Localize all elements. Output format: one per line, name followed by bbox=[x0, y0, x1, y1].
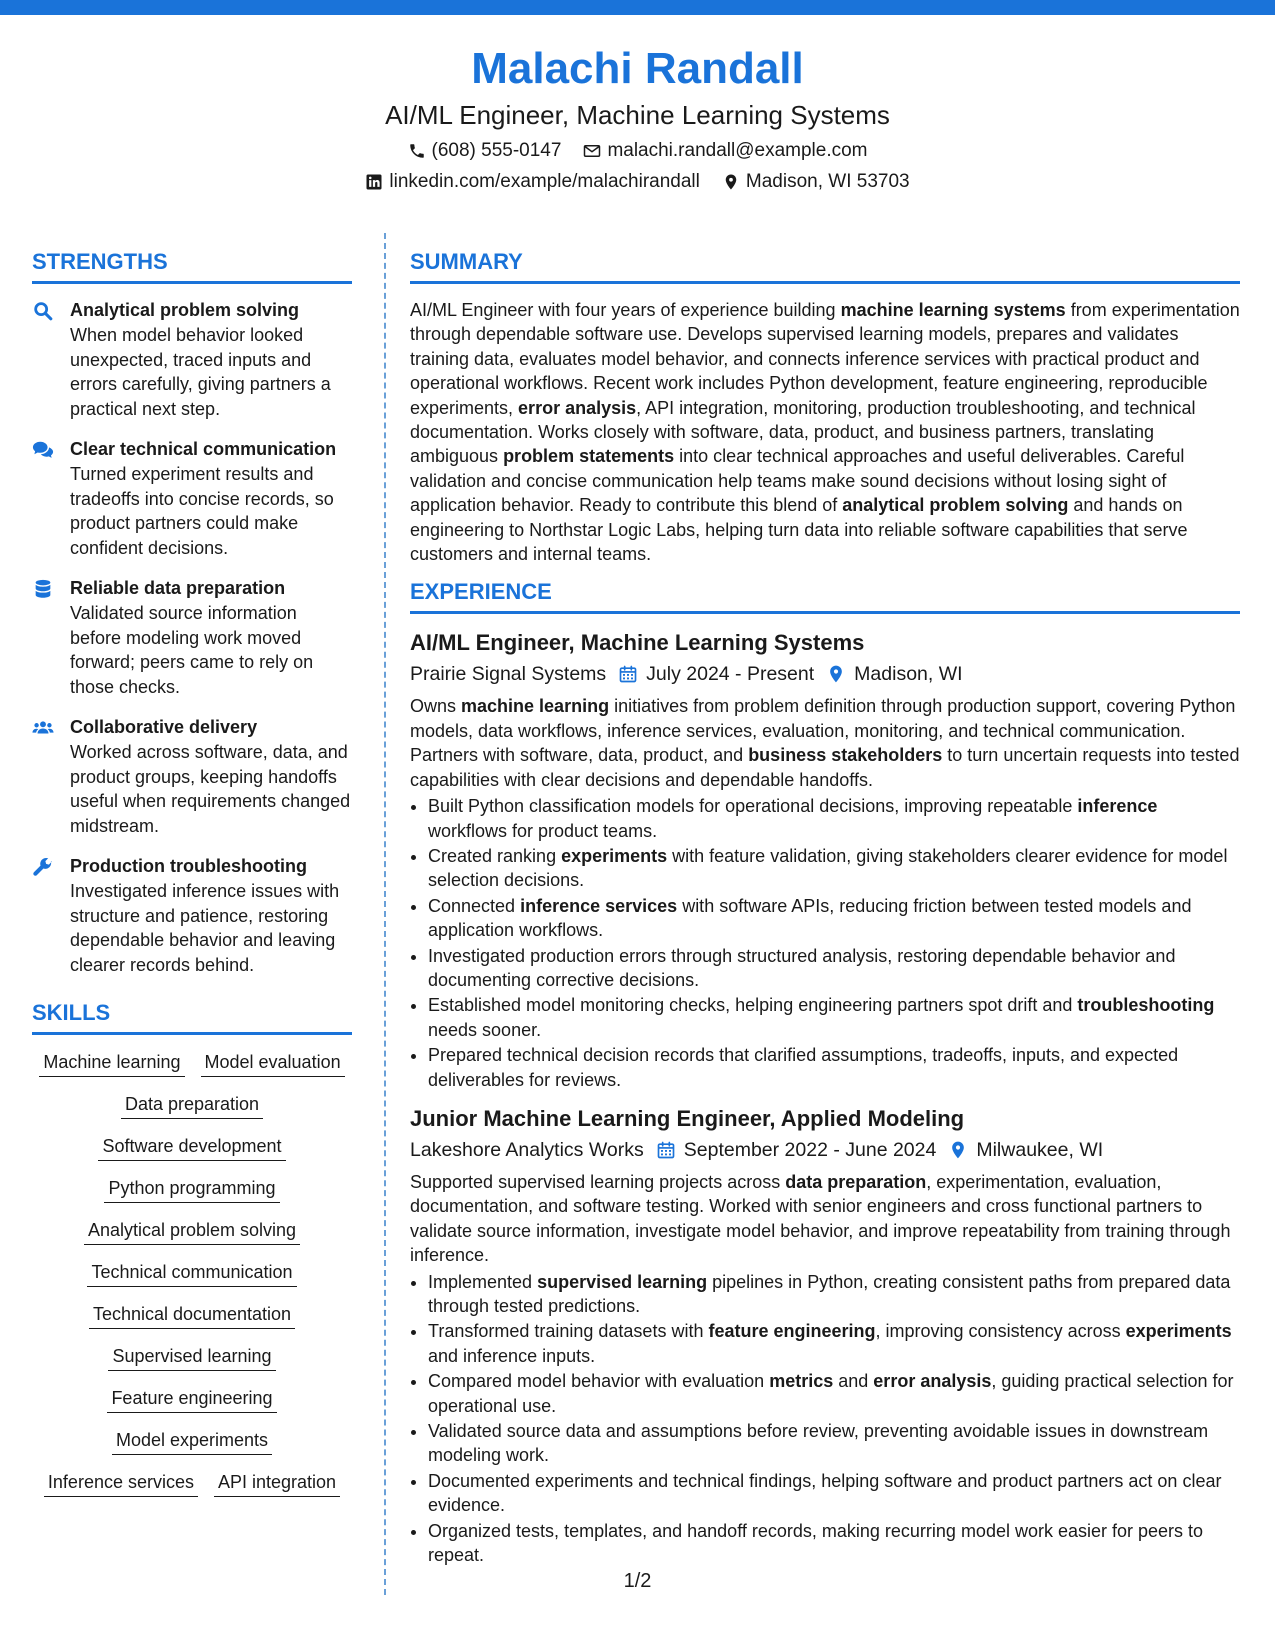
strength-item bbox=[32, 854, 352, 977]
skill-tag: Feature engineering bbox=[107, 1385, 276, 1413]
contact-row-2 bbox=[0, 169, 1275, 195]
job-dates-text: September 2022 - June 2024 bbox=[683, 1138, 937, 1161]
wrench-icon bbox=[32, 856, 54, 878]
text-run: and bbox=[833, 1371, 874, 1392]
strength-desc: When model behavior looked unexpected, traced inputs and errors carefully, giving partners a practical next step. bbox=[70, 325, 331, 419]
text-run: initiatives from problem definition through production support, covering Python models, data workflows, inference services, evaluation, monitoring, and technical communication. Partners with software, data, product, and bbox=[410, 696, 1236, 766]
bold-keyword: machine learning systems bbox=[840, 300, 1066, 320]
text-run: Validated source data and assumptions before review, preventing avoidable issues in downstream modeling work. bbox=[428, 1421, 1209, 1466]
skill-tag: Software development bbox=[98, 1133, 285, 1161]
text-run: with software APIs, reducing friction between tested models and application workflows. bbox=[428, 895, 1192, 941]
job-title: Junior Machine Learning Engineer, Applied Modeling bbox=[410, 1105, 965, 1131]
text-run: , improving consistency across bbox=[875, 1321, 1126, 1342]
bullet-item bbox=[428, 1270, 1240, 1319]
job-location-text: Milwaukee, WI bbox=[976, 1138, 1104, 1161]
database-icon bbox=[32, 578, 54, 600]
linkedin-contact[interactable] bbox=[365, 169, 700, 195]
calendar-icon bbox=[618, 664, 638, 684]
location-text: Madison, WI 53703 bbox=[745, 171, 910, 192]
bullet-item bbox=[428, 1519, 1240, 1568]
page-number: 1/2 bbox=[623, 1570, 652, 1592]
bullet-item bbox=[428, 1369, 1240, 1418]
text-run: with feature validation, giving stakeholders clearer evidence for model selection decisions. bbox=[428, 845, 1228, 891]
contact-row-1 bbox=[0, 138, 1275, 164]
strength-desc: Investigated inference issues with structure and patience, restoring dependable behavior and leaving clearer records behind. bbox=[70, 881, 340, 975]
summary-text bbox=[410, 298, 1240, 566]
text-run: Implemented bbox=[428, 1271, 538, 1292]
text-run: , API integration, monitoring, production troubleshooting, and technical documentation. Works closely with software, data, product, and business partners, translating ambiguous bbox=[410, 397, 1196, 467]
bullet-item bbox=[428, 944, 1240, 993]
bullet-item bbox=[428, 794, 1240, 843]
calendar-icon bbox=[656, 1140, 676, 1160]
bullet-item bbox=[428, 1469, 1240, 1518]
linkedin-icon bbox=[365, 173, 383, 191]
email-text[interactable]: malachi.randall@example.com bbox=[607, 140, 868, 161]
text-run: pipelines in Python, creating consistent paths from prepared data through tested predictions. bbox=[428, 1271, 1231, 1316]
strength-title: Clear technical communication bbox=[70, 439, 337, 459]
bullet-item bbox=[428, 1419, 1240, 1468]
text-run: Connected bbox=[428, 895, 521, 916]
candidate-title: AI/ML Engineer, Machine Learning Systems bbox=[385, 100, 890, 130]
text-run: Documented experiments and technical findings, helping software and product partners act on clear evidence. bbox=[428, 1470, 1222, 1516]
map-pin-icon bbox=[722, 173, 740, 191]
comments-icon bbox=[32, 439, 54, 461]
strength-desc: Validated source information before modeling work moved forward; peers came to rely on those checks. bbox=[70, 603, 314, 697]
company-name: Lakeshore Analytics Works bbox=[410, 1138, 644, 1161]
strength-desc: Turned experiment results and tradeoffs into concise records, so product partners could make confident decisions. bbox=[70, 464, 334, 558]
skill-tag: Analytical problem solving bbox=[84, 1217, 300, 1245]
bullet-item bbox=[428, 1319, 1240, 1368]
bold-keyword: supervised learning bbox=[537, 1271, 708, 1292]
experience-heading: EXPERIENCE bbox=[410, 578, 1240, 614]
text-run: and hands on engineering to Northstar Logic Labs, helping turn data into reliable software capabilities that serve customers and internal teams. bbox=[410, 495, 1188, 565]
job-location bbox=[948, 1136, 1103, 1164]
bullet-item bbox=[428, 894, 1240, 943]
strengths-heading: STRENGTHS bbox=[32, 248, 352, 284]
skill-tag: Model experiments bbox=[112, 1427, 272, 1455]
text-run: workflows for product teams. bbox=[428, 820, 658, 841]
skill-tag: Machine learning bbox=[39, 1049, 184, 1077]
job-meta bbox=[410, 1136, 1240, 1164]
skill-tag: Technical communication bbox=[87, 1259, 296, 1287]
phone-text: (608) 555-0147 bbox=[431, 140, 562, 161]
skills-list bbox=[32, 1049, 352, 1497]
resume-header bbox=[0, 42, 1275, 195]
bold-keyword: experiments bbox=[1125, 1321, 1232, 1342]
strength-item bbox=[32, 576, 352, 699]
right-column bbox=[410, 248, 1240, 1568]
job-dates bbox=[656, 1136, 937, 1164]
job-description bbox=[410, 694, 1240, 792]
top-accent-bar bbox=[0, 0, 1275, 15]
strength-title: Production troubleshooting bbox=[70, 856, 307, 876]
bold-keyword: problem statements bbox=[503, 446, 675, 467]
text-run: from experimentation through dependable software use. Develops supervised learning models, prepares and validates training data, evaluates model behavior, and connects inference services with practical product and operational workflows. Recent work includes Python development, feature engineering, reproducible experiments, bbox=[410, 300, 1240, 418]
text-run: Transformed training datasets with bbox=[428, 1321, 709, 1342]
bold-keyword: error analysis bbox=[873, 1371, 992, 1392]
text-run: Organized tests, templates, and handoff records, making recurring model work easier for peers to repeat. bbox=[428, 1520, 1204, 1566]
skill-tag: Python programming bbox=[104, 1175, 279, 1203]
bold-keyword: troubleshooting bbox=[1077, 995, 1215, 1016]
location-contact bbox=[722, 169, 910, 195]
bullet-item bbox=[428, 993, 1240, 1042]
skill-tag: Supervised learning bbox=[108, 1343, 275, 1371]
company-name: Prairie Signal Systems bbox=[410, 663, 607, 686]
strength-title: Collaborative delivery bbox=[70, 717, 258, 737]
skill-tag: Data preparation bbox=[121, 1091, 263, 1119]
text-run: Investigated production errors through structured analysis, restoring dependable behavior and documenting corrective decisions. bbox=[428, 945, 1176, 990]
text-run: , experimentation, evaluation, documentation, and software testing. Worked with senior engineers and cross functional partners to validate source information, investigate model behavior, and improve repeatability from training through inference. bbox=[410, 1171, 1231, 1266]
bold-keyword: analytical problem solving bbox=[842, 495, 1069, 516]
job-entry bbox=[410, 628, 1240, 1092]
job-meta bbox=[410, 660, 1240, 688]
text-run: into clear technical approaches and useful deliverables. Careful validation and concise communication help teams make sound decisions without losing sight of application behavior. Ready to contribute this blend of bbox=[410, 446, 1185, 516]
bold-keyword: inference services bbox=[520, 895, 678, 916]
strength-desc: Worked across software, data, and product groups, keeping handoffs useful when requirements changed midstream. bbox=[70, 742, 351, 836]
linkedin-text[interactable]: linkedin.com/example/malachirandall bbox=[389, 171, 700, 192]
job-dates-text: July 2024 - Present bbox=[646, 663, 815, 686]
text-run: to turn uncertain requests into tested capabilities with clear decisions and dependable handoffs. bbox=[410, 745, 1240, 790]
envelope-icon bbox=[583, 142, 601, 160]
bold-keyword: data preparation bbox=[785, 1171, 927, 1192]
phone-icon bbox=[408, 142, 426, 160]
job-location-text: Madison, WI bbox=[854, 663, 963, 686]
skill-tag: Technical documentation bbox=[89, 1301, 295, 1329]
job-location bbox=[826, 660, 962, 688]
column-divider bbox=[384, 233, 386, 1595]
text-run: Built Python classification models for operational decisions, improving repeatable bbox=[428, 796, 1078, 817]
bold-keyword: error analysis bbox=[518, 397, 637, 418]
text-run: Prepared technical decision records that clarified assumptions, tradeoffs, inputs, and expected deliverables for reviews. bbox=[428, 1045, 1179, 1090]
bullet-item bbox=[428, 1043, 1240, 1092]
job-bullets bbox=[410, 794, 1240, 1092]
strength-title: Reliable data preparation bbox=[70, 578, 286, 598]
candidate-name: Malachi Randall bbox=[471, 44, 804, 93]
strength-item bbox=[32, 715, 352, 838]
text-run: needs sooner. bbox=[428, 1019, 542, 1040]
text-run: , guiding practical selection for operational use. bbox=[428, 1371, 1234, 1416]
text-run: Owns bbox=[410, 696, 462, 717]
job-dates bbox=[618, 660, 814, 688]
skill-tag: API integration bbox=[214, 1469, 340, 1497]
text-run: and inference inputs. bbox=[428, 1345, 596, 1366]
bold-keyword: feature engineering bbox=[708, 1321, 876, 1342]
search-icon bbox=[32, 300, 54, 322]
job-bullets bbox=[410, 1270, 1240, 1568]
bold-keyword: experiments bbox=[561, 845, 668, 866]
phone-contact bbox=[408, 138, 562, 164]
email-contact[interactable] bbox=[583, 138, 867, 164]
summary-heading: SUMMARY bbox=[410, 248, 1240, 284]
text-run: Supported supervised learning projects across bbox=[410, 1171, 786, 1192]
bold-keyword: metrics bbox=[769, 1371, 834, 1392]
map-pin-icon bbox=[826, 664, 846, 684]
skill-tag: Model evaluation bbox=[201, 1049, 345, 1077]
users-icon bbox=[32, 717, 54, 739]
left-column bbox=[32, 248, 352, 1497]
strength-title: Analytical problem solving bbox=[70, 300, 300, 320]
text-run: Created ranking bbox=[428, 845, 562, 866]
text-run: Compared model behavior with evaluation bbox=[428, 1371, 770, 1392]
skills-heading: SKILLS bbox=[32, 999, 352, 1035]
text-run: Established model monitoring checks, helping engineering partners spot drift and bbox=[428, 995, 1078, 1016]
skill-tag: Inference services bbox=[44, 1469, 198, 1497]
map-pin-icon bbox=[948, 1140, 968, 1160]
bold-keyword: business stakeholders bbox=[748, 745, 943, 766]
bullet-item bbox=[428, 844, 1240, 893]
job-title: AI/ML Engineer, Machine Learning Systems bbox=[410, 630, 865, 656]
text-run: AI/ML Engineer with four years of experience building bbox=[410, 300, 841, 320]
job-description bbox=[410, 1170, 1240, 1268]
bold-keyword: machine learning bbox=[461, 696, 610, 717]
strength-item bbox=[32, 298, 352, 421]
strength-item bbox=[32, 437, 352, 560]
job-entry bbox=[410, 1104, 1240, 1568]
bold-keyword: inference bbox=[1077, 796, 1158, 817]
